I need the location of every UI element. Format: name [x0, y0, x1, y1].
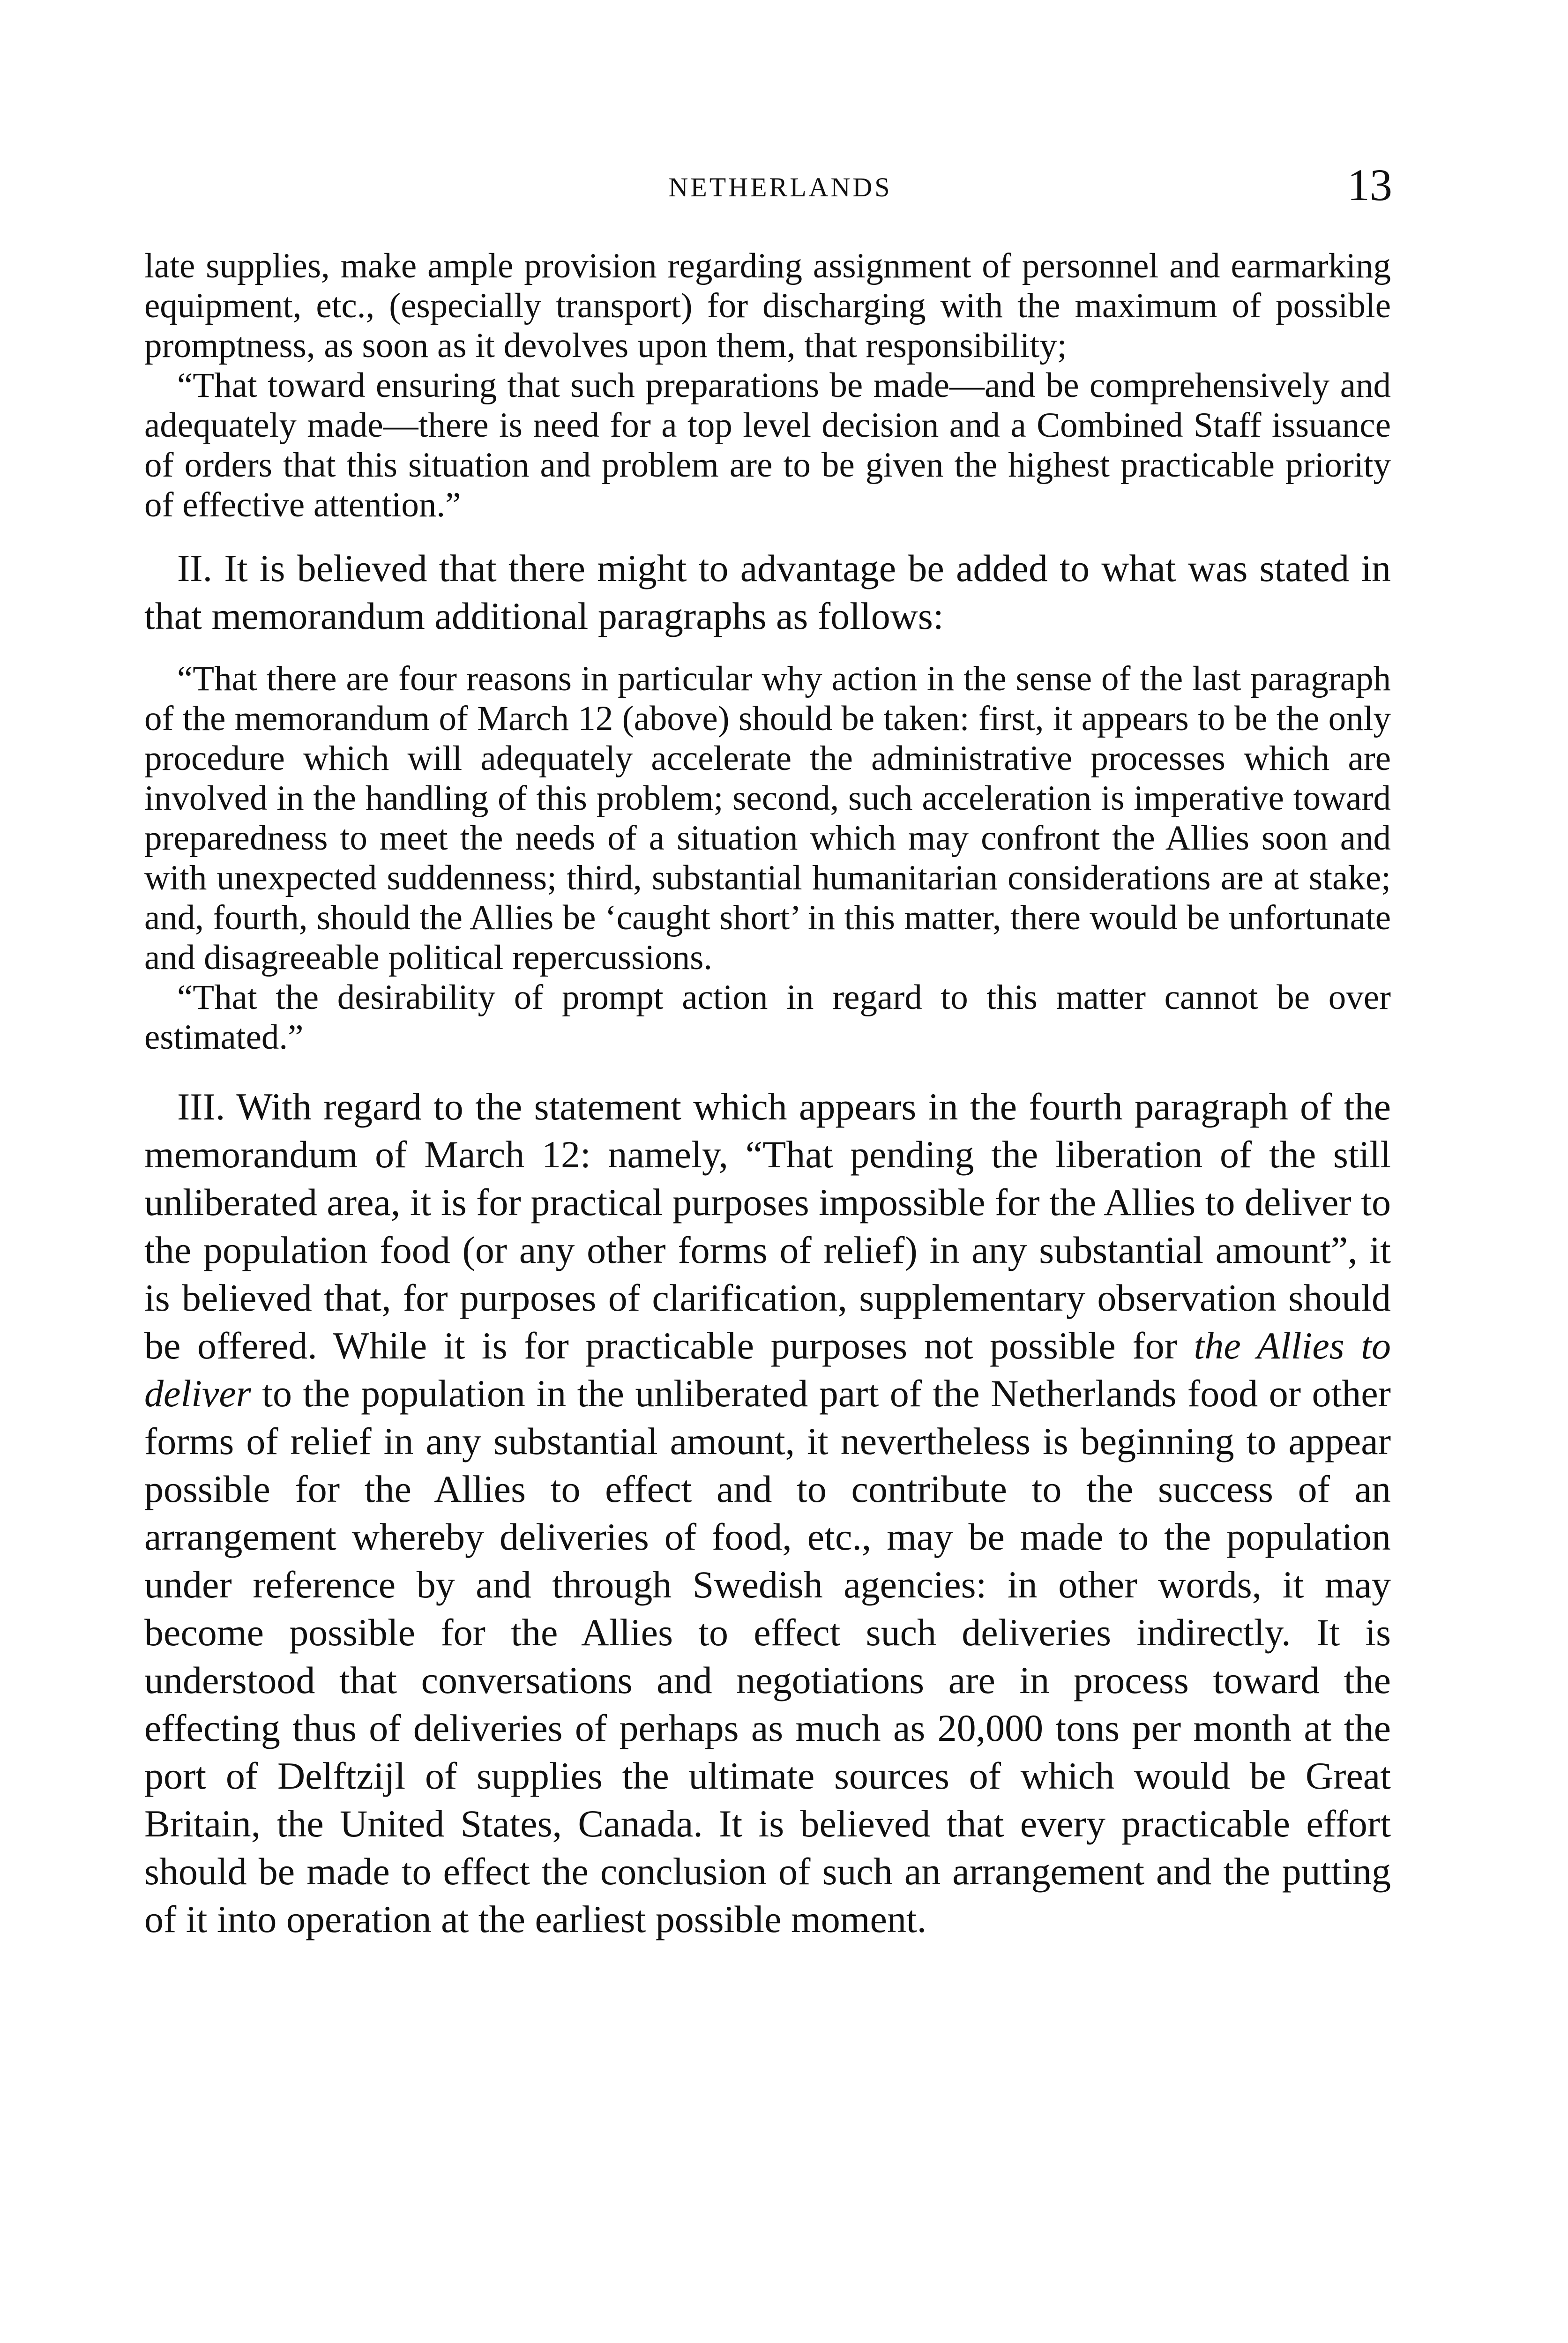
- body-text: [144, 246, 1391, 1943]
- section-iii-text-start: III. With regard to the statement which appears in the fourth paragraph of the memorandum of March 12: namely, “That pending the liberation of the still unliberated area, it is for practical purposes impossible for the Allies to deliver to the population food (or any other forms of relief) in any substantial amount”, it is believed that, for purposes of clarification, supplementary observation should be offered. While it is for practicable purposes not possible for: [144, 1085, 1391, 1367]
- paragraph-quote-top-level-decision: “That toward ensuring that such preparations be made—and be comprehensively and adequately made—there is need for a top level decision and a Combined Staff issuance of orders that this situation and problem are to be given the highest practicable priority of effective attention.”: [144, 366, 1391, 524]
- section-iii-text-end: to the population in the unliberated part of the Netherlands food or other forms of relief in any substantial amount, it nevertheless is beginning to appear possible for the Allies to effect and to contribute to the success of an arrangement whereby deliveries of food, etc., may be made to the population under reference by and through Swedish agencies: in other words, it may become possible for the Allies to effect such deliveries indirectly. It is understood that conversations and negotiations are in process toward the effecting thus of deliveries of perhaps as much as 20,000 tons per month at the port of Delftzijl of supplies the ultimate sources of which would be Great Britain, the United States, Canada. It is believed that every practicable effort should be made to effect the conclusion of such an arrangement and the putting of it into operation at the earliest possible moment.: [144, 1372, 1391, 1940]
- quoted-additional-paragraphs: [144, 659, 1391, 1057]
- paragraph-quote-desirability: “That the desirability of prompt action in regard to this matter cannot be over estimated.”: [144, 978, 1391, 1057]
- page-number: 13: [1347, 160, 1392, 210]
- paragraph-section-ii: II. It is believed that there might to advantage be added to what was stated in that memorandum additional paragraphs as follows:: [144, 547, 1391, 637]
- section-iii: [144, 1083, 1391, 1943]
- paragraph-section-iii: [144, 1083, 1391, 1943]
- paragraph-quote-four-reasons: “That there are four reasons in particular why action in the sense of the last paragraph of the memorandum of March 12 (above) should be taken: first, it appears to be the only procedure which will adequately accelerate the administrative processes which are involved in the handling of this problem; second, such acceleration is imperative toward preparedness to meet the needs of a situation which may confront the Allies soon and with unexpected suddenness; third, substantial humanitarian considerations are at stake; and, fourth, should the Allies be ‘caught short’ in this matter, there would be unfortunate and disagreeable political repercussions.: [144, 659, 1391, 977]
- section-ii: [144, 545, 1391, 640]
- quoted-memorandum-continuation: [144, 246, 1391, 525]
- running-head: [0, 0, 1568, 210]
- section-iii-italic-phrase: the Allies to deliver: [144, 1324, 1391, 1415]
- paragraph-continuation: late supplies, make ample provision regarding assignment of personnel and earmarking equipment, etc., (especially transport) for discharging with the maximum of possible promptness, as soon as it devolves upon them, that responsibility;: [144, 246, 1391, 365]
- running-title: NETHERLANDS: [668, 172, 892, 202]
